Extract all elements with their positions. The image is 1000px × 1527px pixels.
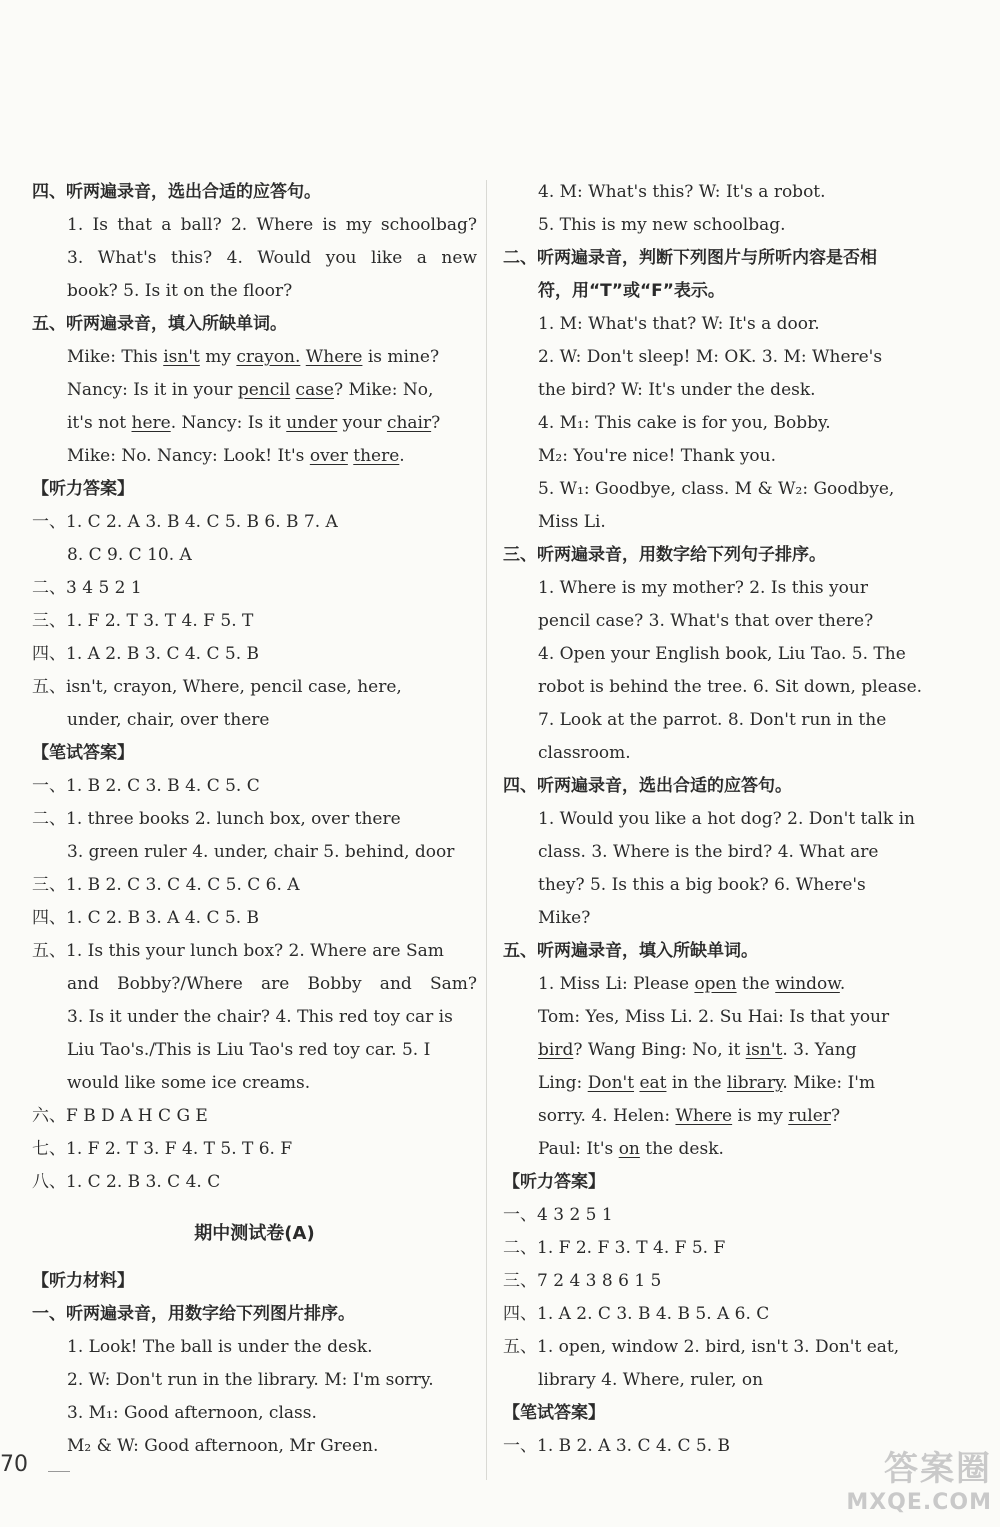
text-fragment: . Mike: I'm bbox=[782, 1073, 876, 1093]
text-fragment: Nancy: Is it in your bbox=[67, 380, 238, 400]
text-fragment: the desk. bbox=[639, 1139, 724, 1159]
text-line: 7. Look at the parrot. 8. Don't run in the bbox=[538, 710, 887, 730]
text-line: Mike? bbox=[538, 908, 591, 928]
answer-line: 四、1. A 2. C 3. B 4. B 5. A 6. C bbox=[503, 1304, 770, 1324]
text-line: 2. W: Don't sleep! M: OK. 3. M: Where's bbox=[538, 347, 883, 367]
material-heading: 【听力材料】 bbox=[32, 1271, 134, 1291]
text-line bbox=[503, 1133, 943, 1166]
answer-line: 七、1. F 2. T 3. F 4. T 5. T 6. F bbox=[32, 1139, 293, 1159]
text-line: 1. Is that a ball? 2. Where is my schoolbag? bbox=[67, 215, 477, 235]
answer-line: 一、1. B 2. A 3. C 4. C 5. B bbox=[503, 1436, 731, 1456]
answer-heading: 【笔试答案】 bbox=[32, 743, 134, 763]
text-line bbox=[503, 1034, 943, 1067]
answer-line: 一、4 3 2 5 1 bbox=[503, 1205, 613, 1225]
answer-heading: 【听力答案】 bbox=[503, 1172, 605, 1192]
text-line: Tom: Yes, Miss Li. 2. Su Hai: Is that your bbox=[538, 1007, 890, 1027]
text-fragment: 1. Miss Li: Please bbox=[538, 974, 695, 994]
answer-line: 三、1. F 2. T 3. T 4. F 5. T bbox=[32, 611, 254, 631]
text-line: 1. M: What's that? W: It's a door. bbox=[538, 314, 820, 334]
filled-blank: window bbox=[775, 974, 840, 994]
text-line bbox=[32, 440, 477, 473]
answer-line: 八、1. C 2. B 3. C 4. C bbox=[32, 1172, 221, 1192]
answer-line: 8. C 9. C 10. A bbox=[67, 545, 192, 565]
text-line bbox=[503, 1067, 943, 1100]
page-number-rule bbox=[48, 1471, 70, 1472]
text-fragment: . bbox=[399, 446, 405, 466]
filled-blank: over bbox=[309, 446, 348, 466]
text-line: class. 3. Where is the bird? 4. What are bbox=[538, 842, 879, 862]
section-heading: 一、听两遍录音，用数字给下列图片排序。 bbox=[32, 1304, 355, 1324]
text-fragment: Paul: It's bbox=[538, 1139, 619, 1159]
text-fragment: is mine? bbox=[362, 347, 440, 367]
text-line bbox=[503, 968, 943, 1001]
watermark-main: 答案圈 bbox=[884, 1449, 992, 1489]
text-line: the bird? W: It's under the desk. bbox=[538, 380, 816, 400]
answer-line: 三、7 2 4 3 8 6 1 5 bbox=[503, 1271, 662, 1291]
text-fragment: . Nancy: Is it bbox=[170, 413, 287, 433]
left-column bbox=[32, 176, 477, 1463]
answer-heading: 【听力答案】 bbox=[32, 479, 134, 499]
text-fragment: in the bbox=[666, 1073, 727, 1093]
filled-blank: here bbox=[131, 413, 171, 433]
answer-line: Liu Tao's./This is Liu Tao's red toy car. 5. I bbox=[67, 1040, 431, 1060]
answer-line: 四、1. C 2. B 3. A 4. C 5. B bbox=[32, 908, 260, 928]
section-heading: 符，用“T”或“F”表示。 bbox=[538, 281, 725, 301]
text-line: Miss Li. bbox=[538, 512, 606, 532]
text-line bbox=[503, 1100, 943, 1133]
text-fragment: . bbox=[839, 974, 846, 994]
text-fragment: ? bbox=[431, 413, 441, 433]
filled-blank: library bbox=[726, 1073, 783, 1093]
section-heading: 二、听两遍录音，判断下列图片与所听内容是否相 bbox=[503, 248, 877, 268]
text-line: M₂: You're nice! Thank you. bbox=[538, 446, 777, 466]
section-title: 期中测试卷(A) bbox=[194, 1223, 315, 1244]
answer-line: would like some ice creams. bbox=[67, 1073, 311, 1093]
answer-line: 六、F B D A H C G E bbox=[32, 1106, 208, 1126]
column-divider bbox=[486, 180, 487, 1480]
filled-blank: bird bbox=[538, 1040, 574, 1060]
filled-blank: ruler bbox=[788, 1106, 831, 1126]
text-line: 1. Where is my mother? 2. Is this your bbox=[538, 578, 868, 598]
text-fragment: sorry. 4. Helen: bbox=[538, 1106, 676, 1126]
filled-blank: open bbox=[694, 974, 737, 994]
text-line: 3. What's this? 4. Would you like a new bbox=[67, 248, 477, 268]
text-fragment: ? Wang Bing: No, it bbox=[573, 1040, 746, 1060]
text-fragment: Mike: This bbox=[67, 347, 164, 367]
answer-line: 一、1. C 2. A 3. B 4. C 5. B 6. B 7. A bbox=[32, 512, 338, 532]
filled-blank: Don't bbox=[587, 1073, 635, 1093]
filled-blank: pencil bbox=[237, 380, 291, 400]
text-line: 3. M₁: Good afternoon, class. bbox=[67, 1403, 317, 1423]
answer-line: 3. green ruler 4. under, chair 5. behind, door bbox=[67, 842, 455, 862]
answer-line: 3. Is it under the chair? 4. This red toy car is bbox=[67, 1007, 453, 1027]
filled-blank: case bbox=[295, 380, 334, 400]
section-heading: 三、听两遍录音，用数字给下列句子排序。 bbox=[503, 545, 826, 565]
text-fragment: . 3. Yang bbox=[782, 1040, 857, 1060]
answer-line: 二、1. three books 2. lunch box, over there bbox=[32, 809, 401, 829]
watermark-logo bbox=[802, 1448, 992, 1524]
text-line: 5. This is my new schoolbag. bbox=[538, 215, 786, 235]
text-line bbox=[32, 407, 477, 440]
text-line: 5. W₁: Goodbye, class. M & W₂: Goodbye, bbox=[538, 479, 895, 499]
answer-line: 四、1. A 2. B 3. C 4. C 5. B bbox=[32, 644, 260, 664]
text-line: 2. W: Don't run in the library. M: I'm sorry. bbox=[67, 1370, 434, 1390]
section-heading: 四、听两遍录音，选出合适的应答句。 bbox=[32, 182, 321, 202]
section-heading: 五、听两遍录音，填入所缺单词。 bbox=[503, 941, 758, 961]
text-line: M₂ & W: Good afternoon, Mr Green. bbox=[67, 1436, 379, 1456]
text-fragment: the bbox=[736, 974, 776, 994]
answer-line: and Bobby?/Where are Bobby and Sam? bbox=[67, 974, 477, 994]
filled-blank: under bbox=[286, 413, 338, 433]
text-line bbox=[32, 341, 477, 374]
text-line: they? 5. Is this a big book? 6. Where's bbox=[538, 875, 866, 895]
watermark-sub: MXQE.COM bbox=[846, 1490, 992, 1515]
answer-line: library 4. Where, ruler, on bbox=[538, 1370, 764, 1390]
text-fragment: your bbox=[337, 413, 387, 433]
text-line: book? 5. Is it on the floor? bbox=[67, 281, 293, 301]
text-line: classroom. bbox=[538, 743, 631, 763]
filled-blank: crayon. bbox=[236, 347, 301, 367]
answer-line: 一、1. B 2. C 3. B 4. C 5. C bbox=[32, 776, 260, 796]
text-fragment: is my bbox=[732, 1106, 789, 1126]
filled-blank: Where bbox=[305, 347, 363, 367]
text-line: 1. Would you like a hot dog? 2. Don't talk in bbox=[538, 809, 915, 829]
text-fragment: it's not bbox=[67, 413, 132, 433]
text-line: 4. M: What's this? W: It's a robot. bbox=[538, 182, 826, 202]
text-line: 4. Open your English book, Liu Tao. 5. The bbox=[538, 644, 906, 664]
right-column bbox=[503, 176, 943, 1463]
text-fragment: ? Mike: No, bbox=[334, 380, 434, 400]
answer-line: 五、1. open, window 2. bird, isn't 3. Don't eat, bbox=[503, 1337, 900, 1357]
text-fragment: Mike: No. Nancy: Look! It's bbox=[67, 446, 310, 466]
answer-line: under, chair, over there bbox=[67, 710, 270, 730]
filled-blank: isn't bbox=[745, 1040, 783, 1060]
text-fragment: ? bbox=[830, 1106, 841, 1126]
answer-line: 五、isn't, crayon, Where, pencil case, here, bbox=[32, 677, 402, 697]
answer-line: 五、1. Is this your lunch box? 2. Where are Sam bbox=[32, 941, 444, 961]
text-line: 4. M₁: This cake is for you, Bobby. bbox=[538, 413, 831, 433]
filled-blank: there bbox=[353, 446, 400, 466]
text-line bbox=[32, 374, 477, 407]
answer-heading: 【笔试答案】 bbox=[503, 1403, 605, 1423]
text-fragment: Ling: bbox=[538, 1073, 588, 1093]
text-line: robot is behind the tree. 6. Sit down, please. bbox=[538, 677, 923, 697]
answer-line: 三、1. B 2. C 3. C 4. C 5. C 6. A bbox=[32, 875, 300, 895]
filled-blank: chair bbox=[386, 413, 432, 433]
answer-line: 二、1. F 2. F 3. T 4. F 5. F bbox=[503, 1238, 726, 1258]
text-line: pencil case? 3. What's that over there? bbox=[538, 611, 874, 631]
filled-blank: on bbox=[618, 1139, 640, 1159]
answer-line: 二、3 4 5 2 1 bbox=[32, 578, 142, 598]
filled-blank: eat bbox=[639, 1073, 667, 1093]
text-fragment: my bbox=[199, 347, 237, 367]
filled-blank: isn't bbox=[163, 347, 200, 367]
filled-blank: Where bbox=[675, 1106, 733, 1126]
section-heading: 四、听两遍录音，选出合适的应答句。 bbox=[503, 776, 792, 796]
page-number: 70 bbox=[0, 1452, 28, 1477]
section-heading: 五、听两遍录音，填入所缺单词。 bbox=[32, 314, 287, 334]
text-line: 1. Look! The ball is under the desk. bbox=[67, 1337, 373, 1357]
